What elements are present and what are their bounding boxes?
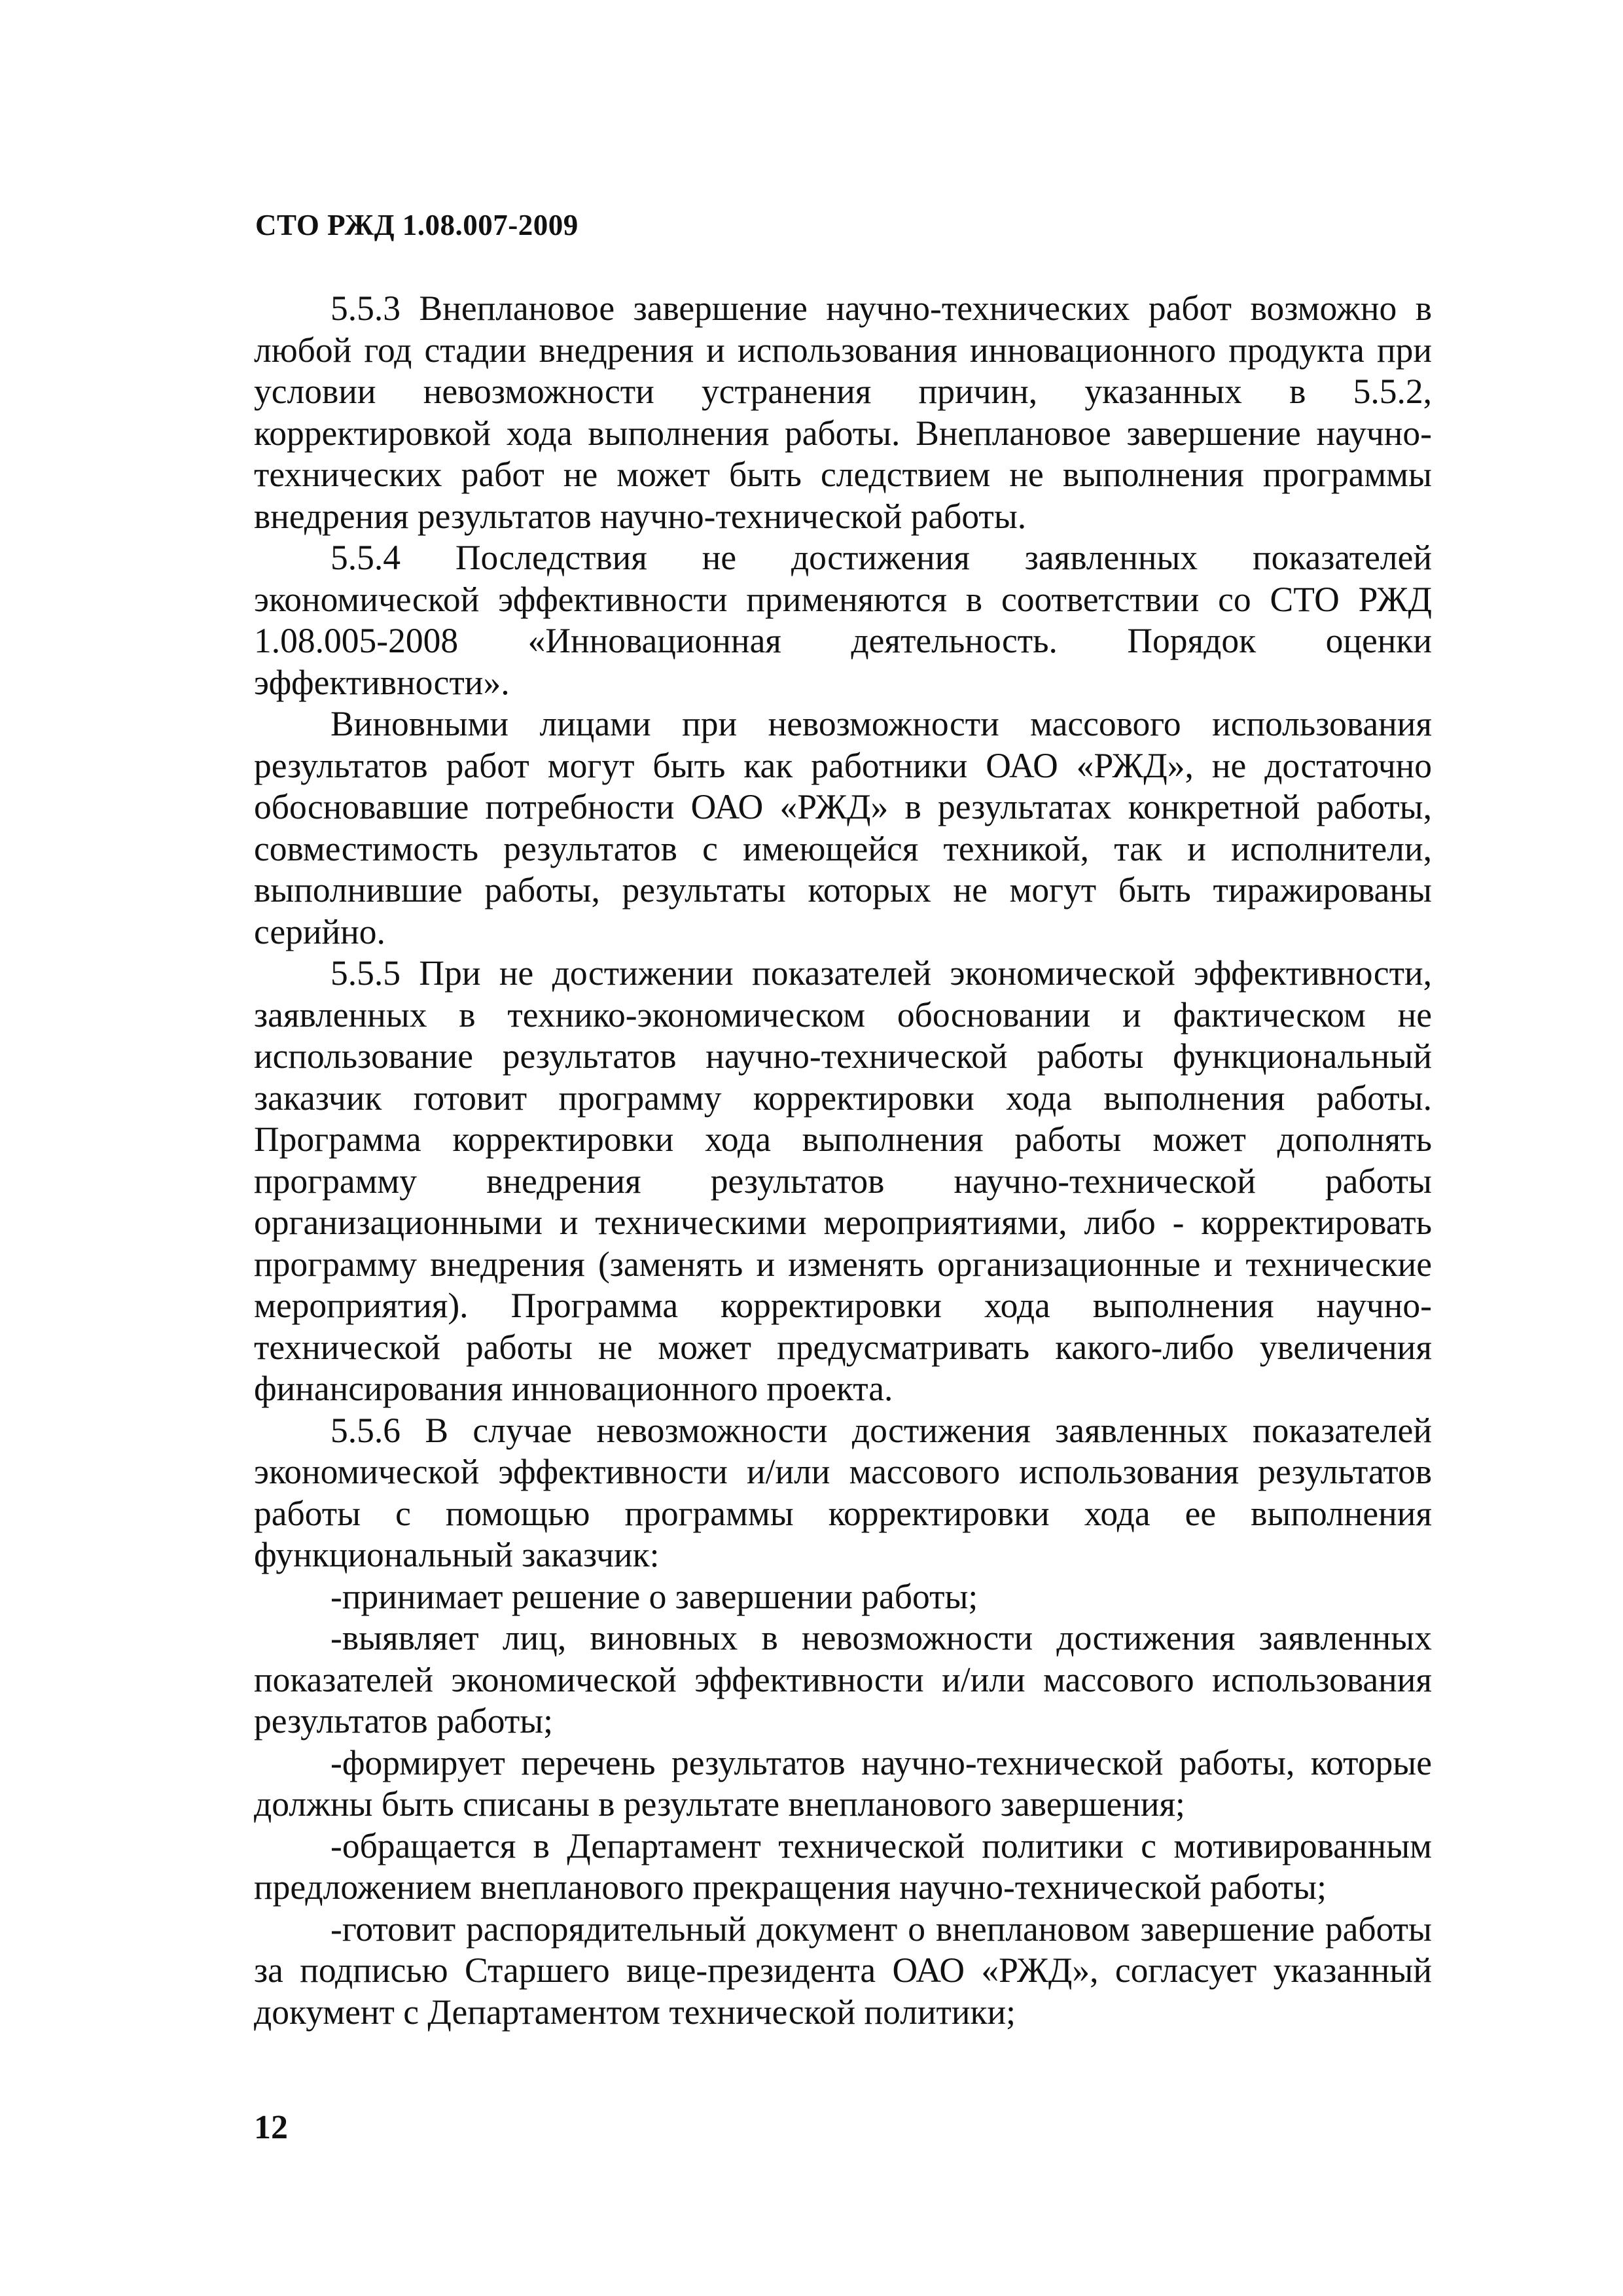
list-item-write-off-list: -формирует перечень результатов научно-технической работы, которые должны быть списаны в результате внепланового завершения;	[254, 1742, 1432, 1824]
document-body	[254, 288, 1432, 2033]
paragraph-5-5-4: 5.5.4 Последствия не достижения заявленных показателей экономической эффективности применяются в соответствии со СТО РЖД 1.08.005-2008 «Инновационная деятельность. Порядок оценки эффективности».	[254, 538, 1432, 702]
paragraph-responsible-persons: Виновными лицами при невозможности массового использования результатов работ могут быть как работники ОАО «РЖД», не достаточно обосновавшие потребности ОАО «РЖД» в результатах конкретной работы, совместимость результатов с имеющейся техникой, так и исполнители, выполнившие работы, результаты которых не могут быть тиражированы серийно.	[254, 704, 1432, 951]
list-item-decision: -принимает решение о завершении работы;	[330, 1576, 978, 1616]
list-item-identify-culprits: -выявляет лиц, виновных в невозможности достижения заявленных показателей экономической эффективности и/или массового использования результатов работы;	[254, 1618, 1432, 1740]
paragraph-5-5-5: 5.5.5 При не достижении показателей экономической эффективности, заявленных в технико-экономическом обосновании и фактическом не использование результатов научно-технической работы функциональный заказчик готовит программу корректировки хода выполнения работы. Программа корректировки хода выполнения работы может дополнять программу внедрения результатов научно-технической работы организационными и техническими мероприятиями, либо - корректировать программу внедрения (заменять и изменять организационные и технические мероприятия). Программа корректировки хода выполнения научно-технической работы не может предусматривать какого-либо увеличения финансирования инновационного проекта.	[254, 953, 1432, 1408]
paragraph-5-5-3: 5.5.3 Внеплановое завершение научно-технических работ возможно в любой год стадии внедрения и использования инновационного продукта при условии невозможности устранения причин, указанных в 5.5.2, корректировкой хода выполнения работы. Внеплановое завершение научно-технических работ не может быть следствием не выполнения программы внедрения результатов научно-технической работы.	[254, 289, 1432, 536]
list-item-appeal-department: -обращается в Департамент технической политики с мотивированным предложением внепланового прекращения научно-технической работы;	[254, 1826, 1432, 1907]
page-number: 12	[254, 2109, 288, 2146]
document-code-header: СТО РЖД 1.08.007-2009	[255, 209, 579, 241]
list-item-prepare-order: -готовит распорядительный документ о внеплановом завершение работы за подписью Старшего вице-президента ОАО «РЖД», согласует указанный документ с Департаментом технической политики;	[254, 1909, 1432, 2032]
paragraph-5-5-6: 5.5.6 В случае невозможности достижения заявленных показателей экономической эффективности и/или массового использования результатов работы с помощью программы корректировки хода ее выполнения функциональный заказчик:	[254, 1410, 1432, 1574]
